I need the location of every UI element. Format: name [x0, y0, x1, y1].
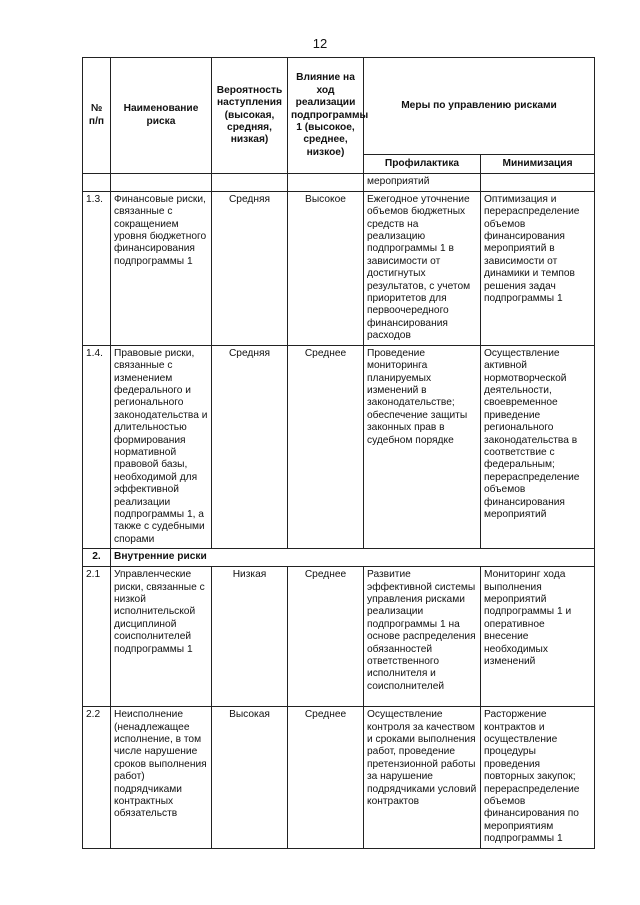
continuation-row — [83, 174, 595, 191]
header-minimization: Минимизация — [481, 155, 595, 174]
row-impact: Высокое — [288, 191, 364, 345]
row-probability: Средняя — [212, 191, 288, 345]
row-prevention: Осуществление контроля за качеством и сроками выполнения работ, проведение претензионной работы за нарушение подрядчиками условий контрактов — [364, 707, 481, 848]
header-probability: Вероятность наступления (высокая, средняя, низкая) — [212, 58, 288, 174]
table-row — [83, 707, 595, 848]
row-impact: Среднее — [288, 567, 364, 707]
header-impact: Влияние на ход реализации подпрограммы 1 (высокое, среднее, низкое) — [288, 58, 364, 174]
section-num: 2. — [83, 549, 111, 567]
row-probability: Средняя — [212, 345, 288, 549]
section-row — [83, 549, 595, 567]
row-minimization: Расторжение контрактов и осуществление процедуры проведения повторных закупок; перераспределение объемов финансирования по мероприятиям подпрограммы 1 — [481, 707, 595, 848]
row-minimization: Осуществление активной нормотворческой деятельности, своевременное приведение регионального законодательства в соответствие с федеральным; перераспределение объемов финансирования мероприятий — [481, 345, 595, 549]
table-row — [83, 345, 595, 549]
header-measures: Меры по управлению рисками — [364, 58, 595, 155]
row-num: 2.1 — [83, 567, 111, 707]
header-name: Наименование риска — [111, 58, 212, 174]
row-prevention: Ежегодное уточнение объемов бюджетных средств на реализацию подпрограммы 1 в зависимости от достигнутых результатов, с учетом приоритетов для первоочередного финансирования расходов — [364, 191, 481, 345]
page-number: 12 — [312, 36, 328, 51]
row-probability: Высокая — [212, 707, 288, 848]
row-num: 1.4. — [83, 345, 111, 549]
row-impact: Среднее — [288, 707, 364, 848]
row-name: Правовые риски, связанные с изменением федерального и регионального законодательства и длительностью формирования нормативной правовой базы, необходимой для эффективной реализации подпрограммы 1, а также с судебными спорами — [111, 345, 212, 549]
row-prevention: Развитие эффективной системы управления рисками реализации подпрограммы 1 на основе распределения обязанностей ответственного исполнителя и соисполнителей — [364, 567, 481, 707]
row-num: 1.3. — [83, 191, 111, 345]
risk-management-table — [82, 57, 595, 849]
row-impact: Среднее — [288, 345, 364, 549]
row-name: Финансовые риски, связанные с сокращением уровня бюджетного финансирования подпрограммы 1 — [111, 191, 212, 345]
header-num: № п/п — [83, 58, 111, 174]
row-minimization: Мониторинг хода выполнения мероприятий подпрограммы 1 и оперативное внесение необходимых изменений — [481, 567, 595, 707]
continuation-prevention: мероприятий — [364, 174, 481, 191]
table-row — [83, 567, 595, 707]
row-minimization: Оптимизация и перераспределение объемов финансирования мероприятий в зависимости от динамики и темпов решения задач подпрограммы 1 — [481, 191, 595, 345]
header-prevention: Профилактика — [364, 155, 481, 174]
row-name: Неисполнение (ненадлежащее исполнение, в том числе нарушение сроков выполнения работ) подрядчиками контрактных обязательств — [111, 707, 212, 848]
row-name: Управленческие риски, связанные с низкой исполнительской дисциплиной соисполнителей подпрограммы 1 — [111, 567, 212, 707]
table-row — [83, 191, 595, 345]
row-prevention: Проведение мониторинга планируемых изменений в законодательстве; обеспечение защиты законных прав в судебном порядке — [364, 345, 481, 549]
row-num: 2.2 — [83, 707, 111, 848]
row-probability: Низкая — [212, 567, 288, 707]
section-title: Внутренние риски — [111, 549, 595, 567]
